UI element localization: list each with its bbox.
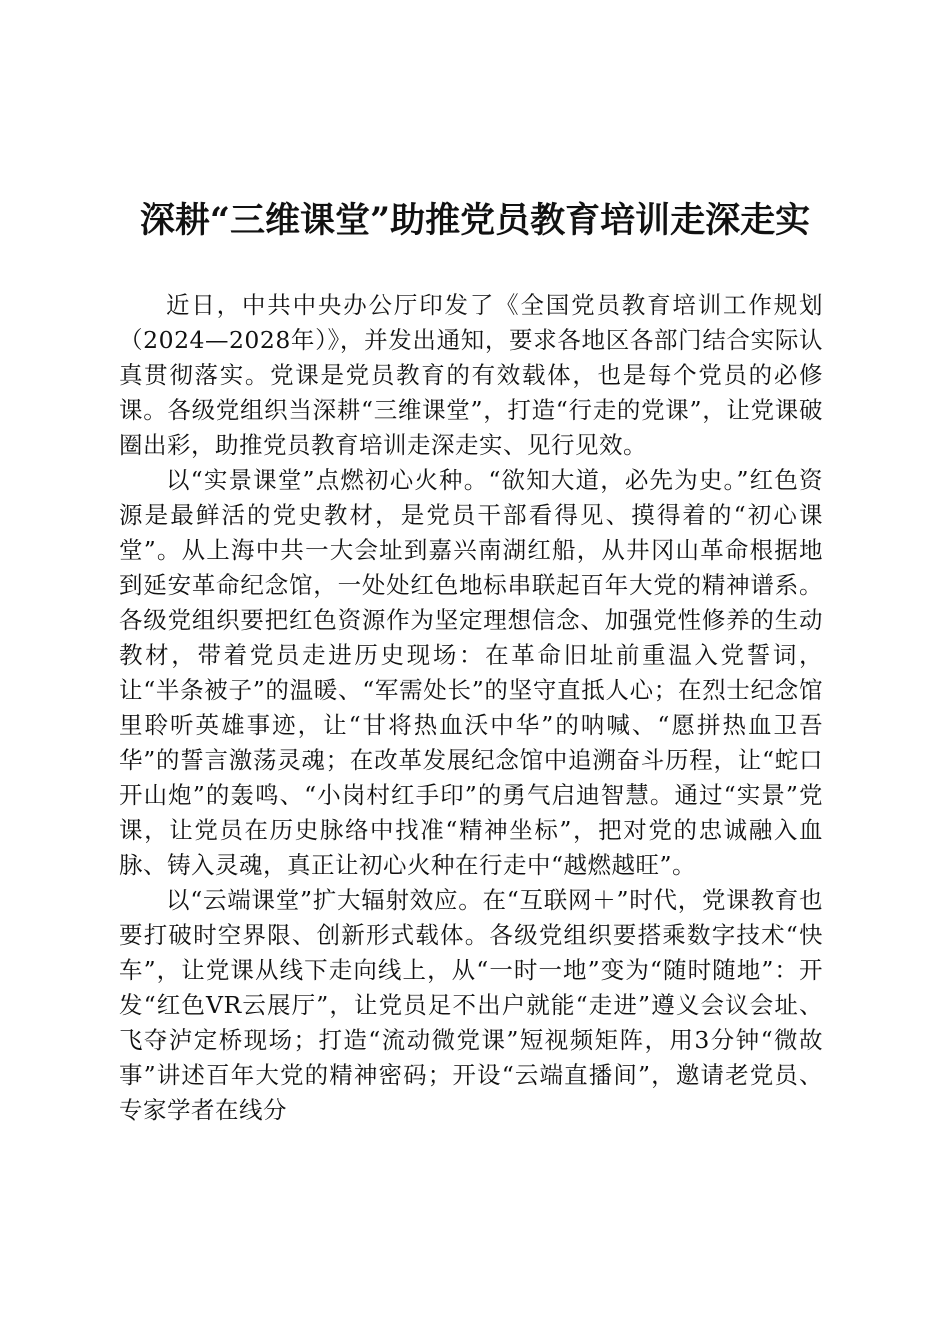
paragraph-cloud-classroom: 以“云端课堂”扩大辐射效应。在“互联网＋”时代，党课教育也要打破时空界限、创新形式载体。各级党组织要搭乘数字技术“快车”，让党课从线下走向线上，从“一时一地”变为“随时随地”：开发“红色VR云展厅”，让党员足不出户就能“走进”遵义会议会址、飞夺泸定桥现场；打造“流动微党课”短视频矩阵，用3分钟“微故事”讲述百年大党的精神密码；开设“云端直播间”，邀请老党员、专家学者在线分 — [119, 886, 823, 1124]
article-body — [119, 288, 823, 1128]
article-title: 深耕“三维课堂”助推党员教育培训走深走实 — [139, 200, 811, 241]
paragraph-scene-classroom: 以“实景课堂”点燃初心火种。“欲知大道，必先为史。”红色资源是最鲜活的党史教材，是党员干部看得见、摸得着的“初心课堂”。从上海中共一大会址到嘉兴南湖红船，从井冈山革命根据地到延安革命纪念馆，一处处红色地标串联起百年大党的精神谱系。各级党组织要把红色资源作为坚定理想信念、加强党性修养的生动教材，带着党员走进历史现场：在革命旧址前重温入党誓词，让“半条被子”的温暖、“军需处长”的坚守直抵人心；在烈士纪念馆里聆听英雄事迹，让“甘将热血沃中华”的呐喊、“愿拼热血卫吾华”的誓言激荡灵魂；在改革发展纪念馆中追溯奋斗历程，让“蛇口开山炮”的轰鸣、“小岗村红手印”的勇气启迪智慧。通过“实景”党课，让党员在历史脉络中找准“精神坐标”，把对党的忠诚融入血脉、铸入灵魂，真正让初心火种在行走中“越燃越旺”。 — [119, 466, 823, 879]
paragraph-intro: 近日，中共中央办公厅印发了《全国党员教育培训工作规划（2024—2028年）》，并发出通知，要求各地区各部门结合实际认真贯彻落实。党课是党员教育的有效载体，也是每个党员的必修课。各级党组织当深耕“三维课堂”，打造“行走的党课”，让党课破圈出彩，助推党员教育培训走深走实、见行见效。 — [119, 291, 823, 459]
